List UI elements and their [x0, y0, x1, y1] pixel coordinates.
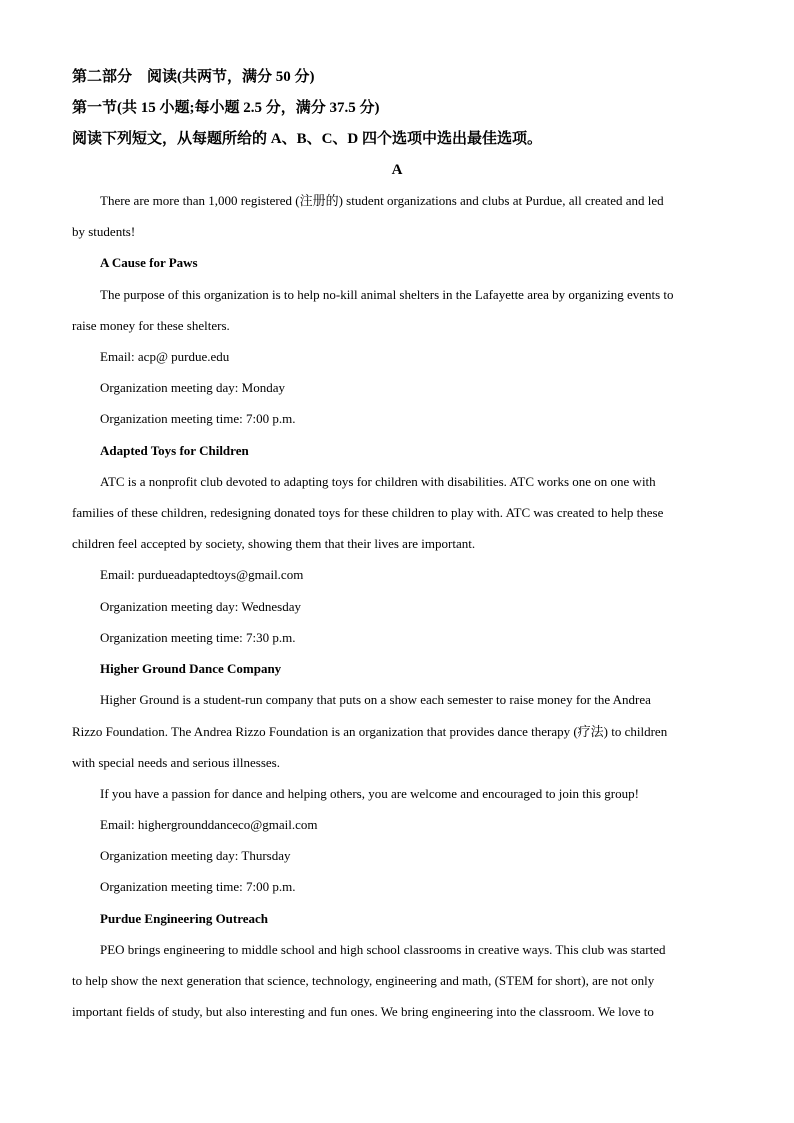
club-desc-line: families of these children, redesigning donated toys for these children to play with. ATC was created to help these [72, 505, 664, 520]
club-meeting-day: Organization meeting day: Wednesday [100, 599, 301, 614]
club-title-peo: Purdue Engineering Outreach [100, 911, 269, 926]
part-heading: 第二部分 阅读(共两节，满分 50 分) [72, 69, 315, 85]
club-desc-line: to help show the next generation that science, technology, engineering and math, (STEM for short), are not only [72, 973, 655, 988]
intro-line-2: by students! [72, 224, 136, 239]
club-desc-line: ATC is a nonprofit club devoted to adapting toys for children with disabilities. ATC works one on one with [100, 474, 656, 489]
club-desc-line: children feel accepted by society, showing them that their lives are important. [72, 536, 476, 551]
club-meeting-time: Organization meeting time: 7:00 p.m. [100, 879, 296, 894]
club-title-atc: Adapted Toys for Children [100, 443, 249, 458]
club-email: Email: purdueadaptedtoys@gmail.com [100, 567, 304, 582]
club-desc-line: important fields of study, but also interesting and fun ones. We bring engineering into the classroom. We love to [72, 1004, 654, 1019]
club-email: Email: acp@ purdue.edu [100, 349, 230, 364]
instruction-text: 阅读下列短文，从每题所给的 A、B、C、D 四个选项中选出最佳选项。 [72, 131, 543, 147]
club-desc-line: PEO brings engineering to middle school and high school classrooms in creative ways. This club was started [100, 942, 666, 957]
club-desc-line: Rizzo Foundation. The Andrea Rizzo Foundation is an organization that provides dance therapy (疗法) to children [72, 724, 668, 739]
club-meeting-time: Organization meeting time: 7:30 p.m. [100, 630, 296, 645]
club-desc-line: The purpose of this organization is to help no-kill animal shelters in the Lafayette area by organizing events to [100, 287, 674, 302]
club-title-paws: A Cause for Paws [100, 255, 198, 270]
club-meeting-time: Organization meeting time: 7:00 p.m. [100, 411, 296, 426]
club-desc-line: If you have a passion for dance and helping others, you are welcome and encouraged to join this group! [100, 786, 639, 801]
club-desc-line: Higher Ground is a student-run company that puts on a show each semester to raise money for the Andrea [100, 692, 651, 707]
club-meeting-day: Organization meeting day: Monday [100, 380, 285, 395]
club-desc-line: with special needs and serious illnesses. [72, 755, 280, 770]
club-desc-line: raise money for these shelters. [72, 318, 230, 333]
club-title-dance: Higher Ground Dance Company [100, 661, 282, 676]
passage-label: A [391, 162, 403, 178]
club-email: Email: highergrounddanceco@gmail.com [100, 817, 318, 832]
section-heading: 第一节(共 15 小题;每小题 2.5 分，满分 37.5 分) [72, 100, 380, 116]
club-meeting-day: Organization meeting day: Thursday [100, 848, 291, 863]
intro-line-1: There are more than 1,000 registered (注册的) student organizations and clubs at Purdue, all created and led [100, 193, 664, 208]
